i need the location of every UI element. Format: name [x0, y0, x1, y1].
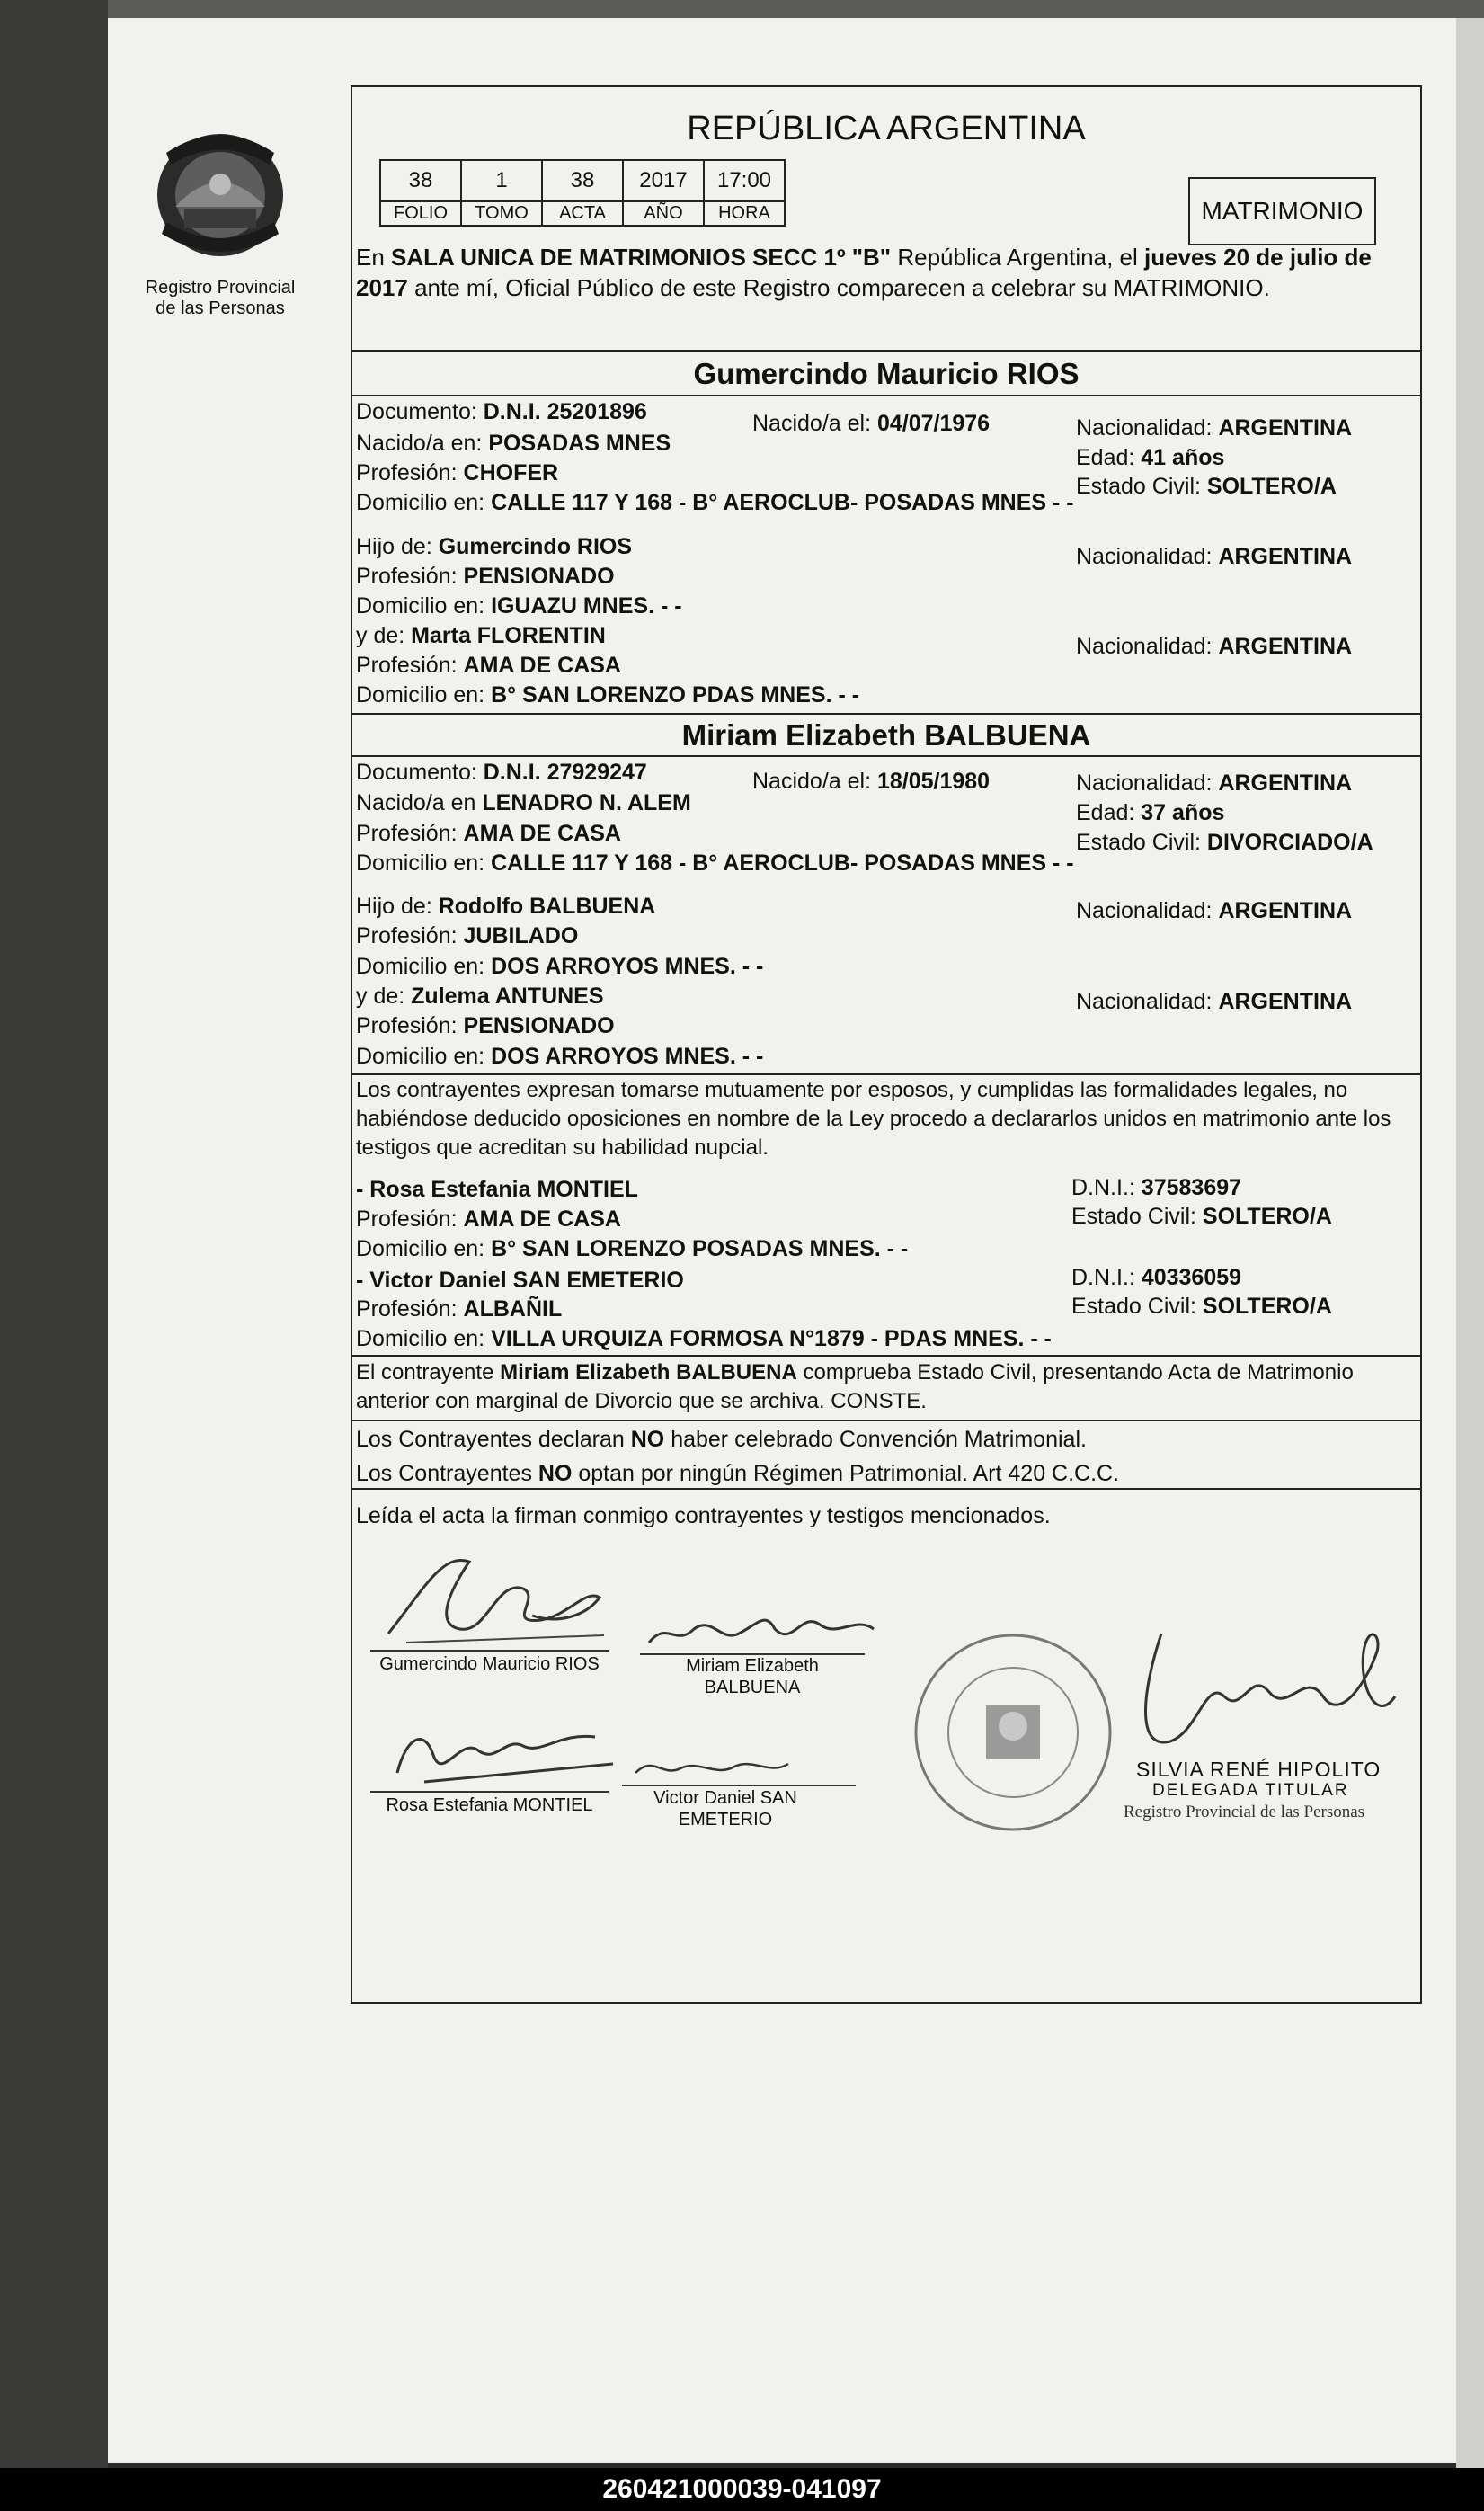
divider — [352, 1355, 1420, 1357]
page-edge — [1456, 18, 1484, 2468]
testigo1-signature-caption: Rosa Estefania MONTIEL — [386, 1795, 593, 1815]
divider — [352, 350, 1420, 352]
c2-profesion: Profesión: AMA DE CASA — [356, 821, 621, 846]
c2-padre-nacionalidad: Nacionalidad: ARGENTINA — [1076, 898, 1353, 923]
oficial-registro: Registro Provincial de las Personas — [1124, 1803, 1365, 1821]
c2-padre: Hijo de: Rodolfo BALBUENA — [356, 894, 656, 919]
c2-edad: Edad: 37 años — [1076, 800, 1225, 825]
divider — [352, 755, 1420, 757]
c1-madre-domicilio: Domicilio en: B° SAN LORENZO PDAS MNES. - - — [356, 682, 860, 708]
c1-madre-profesion: Profesión: AMA DE CASA — [356, 653, 621, 678]
divider — [352, 1488, 1420, 1490]
divider — [352, 395, 1420, 396]
testigo1-profesion: Profesión: AMA DE CASA — [356, 1207, 621, 1232]
c1-padre-nacionalidad: Nacionalidad: ARGENTINA — [1076, 544, 1353, 569]
c2-estado-civil: Estado Civil: DIVORCIADO/A — [1076, 830, 1373, 855]
signature-testigo2 — [626, 1741, 806, 1786]
intro-paragraph: En SALA UNICA DE MATRIMONIOS SECC 1º "B" República Argentina, el jueves 20 de julio de 2017 ante mí, Oficial Público de este Registro comparecen a celebrar su MATRIMONIO. — [356, 244, 1372, 301]
c1-documento: Documento: D.N.I. 25201896 — [356, 399, 647, 424]
c2-nacido-el: Nacido/a el: 18/05/1980 — [752, 769, 991, 794]
signature-contrayente1 — [370, 1535, 613, 1652]
c1-padre: Hijo de: Gumercindo RIOS — [356, 534, 633, 559]
contrayente1-name: Gumercindo Mauricio RIOS — [693, 357, 1080, 390]
c2-nacido-en: Nacido/a en LENADRO N. ALEM — [356, 790, 691, 815]
signature-testigo1 — [370, 1701, 622, 1791]
logo-caption-line2: de las Personas — [156, 298, 285, 318]
footer-code: 260421000039-041097 — [0, 2468, 1484, 2511]
official-seal-icon — [910, 1629, 1116, 1836]
c2-documento: Documento: D.N.I. 27929247 — [356, 760, 647, 785]
misiones-seal-icon — [135, 121, 306, 270]
testigo1-name: - Rosa Estefania MONTIEL — [356, 1177, 638, 1202]
acta-value: 38 — [542, 160, 623, 201]
signature-line — [370, 1791, 609, 1793]
contrayente2-name: Miriam Elizabeth BALBUENA — [681, 718, 1091, 752]
c1-padre-domicilio: Domicilio en: IGUAZU MNES. - - — [356, 593, 682, 619]
document-type-box: MATRIMONIO — [1188, 177, 1376, 245]
c2-padre-domicilio: Domicilio en: DOS ARROYOS MNES. - - — [356, 954, 764, 979]
testigo2-name: - Victor Daniel SAN EMETERIO — [356, 1268, 684, 1293]
testigo2-signature-caption: Victor Daniel SAN EMETERIO — [653, 1788, 797, 1830]
c2-madre-nacionalidad: Nacionalidad: ARGENTINA — [1076, 989, 1353, 1014]
c2-madre-domicilio: Domicilio en: DOS ARROYOS MNES. - - — [356, 1044, 764, 1069]
testigo2-profesion: Profesión: ALBAÑIL — [356, 1296, 563, 1322]
c1-madre-nacionalidad: Nacionalidad: ARGENTINA — [1076, 634, 1353, 659]
c2-domicilio: Domicilio en: CALLE 117 Y 168 - B° AEROCLUB- POSADAS MNES - - — [356, 850, 1074, 876]
marriage-certificate — [351, 85, 1422, 2004]
anio-value: 2017 — [623, 160, 704, 201]
top-shadow — [108, 0, 1484, 20]
divider — [352, 713, 1420, 715]
c1-estado-civil: Estado Civil: SOLTERO/A — [1076, 474, 1337, 499]
testigo2-domicilio: Domicilio en: VILLA URQUIZA FORMOSA N°1879 - PDAS MNES. - - — [356, 1326, 1052, 1351]
record-table — [379, 159, 786, 227]
hora-value: 17:00 — [704, 160, 785, 201]
tomo-value: 1 — [461, 160, 542, 201]
c1-nacido-el: Nacido/a el: 04/07/1976 — [752, 411, 991, 436]
testigo1-dni: D.N.I.: 37583697 — [1071, 1175, 1242, 1200]
signature-line — [370, 1650, 609, 1652]
contrayente1-signature-caption: Gumercindo Mauricio RIOS — [379, 1654, 600, 1674]
c2-padre-profesion: Profesión: JUBILADO — [356, 923, 579, 948]
c1-domicilio: Domicilio en: CALLE 117 Y 168 - B° AEROCLUB- POSADAS MNES - - — [356, 490, 1074, 515]
tomo-label: TOMO — [461, 201, 542, 226]
oficial-name: SILVIA RENÉ HIPOLITO — [1136, 1758, 1382, 1781]
c1-madre: y de: Marta FLORENTIN — [356, 623, 606, 648]
contrayente2-signature-caption: Miriam Elizabeth BALBUENA — [686, 1656, 819, 1697]
testigo2-estado-civil: Estado Civil: SOLTERO/A — [1071, 1294, 1332, 1319]
signature-line — [622, 1785, 856, 1786]
divider — [352, 1073, 1420, 1075]
c2-madre-profesion: Profesión: PENSIONADO — [356, 1013, 615, 1038]
c2-nacionalidad: Nacionalidad: ARGENTINA — [1076, 770, 1353, 796]
c1-nacionalidad: Nacionalidad: ARGENTINA — [1076, 415, 1353, 441]
c1-edad: Edad: 41 años — [1076, 445, 1225, 470]
testigo1-domicilio: Domicilio en: B° SAN LORENZO POSADAS MNES. - - — [356, 1236, 909, 1261]
oficial-cargo: DELEGADA TITULAR — [1152, 1781, 1349, 1800]
nota-paragraph: El contrayente Miriam Elizabeth BALBUENA comprueba Estado Civil, presentando Acta de Matrimonio anterior con marginal de Divorcio que se archiva. CONSTE. — [356, 1360, 1354, 1413]
binding-shadow — [0, 0, 108, 2468]
convencion-line: Los Contrayentes declaran NO haber celebrado Convención Matrimonial. — [356, 1427, 1087, 1452]
regimen-line: Los Contrayentes NO optan por ningún Régimen Patrimonial. Art 420 C.C.C. — [356, 1461, 1120, 1486]
acta-label: ACTA — [542, 201, 623, 226]
signature-contrayente2 — [640, 1593, 883, 1656]
hora-label: HORA — [704, 201, 785, 226]
testigo1-estado-civil: Estado Civil: SOLTERO/A — [1071, 1204, 1332, 1229]
c1-nacido-en: Nacido/a en: POSADAS MNES — [356, 431, 671, 456]
c2-madre: y de: Zulema ANTUNES — [356, 984, 604, 1009]
divider — [352, 1420, 1420, 1421]
folio-label: FOLIO — [380, 201, 461, 226]
declaracion-paragraph: Los contrayentes expresan tomarse mutuamente por esposos, y cumplidas las formalidades legales, no habiéndose deducido oposiciones en nombre de la Ley procedo a declararlos unidos en matrimonio ante los testigos que acreditan su habilidad nupcial. — [356, 1078, 1391, 1160]
leida-line: Leída el acta la firman conmigo contrayentes y testigos mencionados. — [356, 1503, 1051, 1528]
logo-caption-line1: Registro Provincial — [145, 278, 296, 298]
testigo2-dni: D.N.I.: 40336059 — [1071, 1265, 1242, 1290]
document-title: REPÚBLICA ARGENTINA — [687, 110, 1086, 147]
folio-value: 38 — [380, 160, 461, 201]
signature-oficial — [1107, 1616, 1404, 1759]
c1-profesion: Profesión: CHOFER — [356, 460, 559, 485]
c1-padre-profesion: Profesión: PENSIONADO — [356, 564, 615, 589]
registry-logo — [135, 121, 306, 319]
anio-label: AÑO — [623, 201, 704, 226]
